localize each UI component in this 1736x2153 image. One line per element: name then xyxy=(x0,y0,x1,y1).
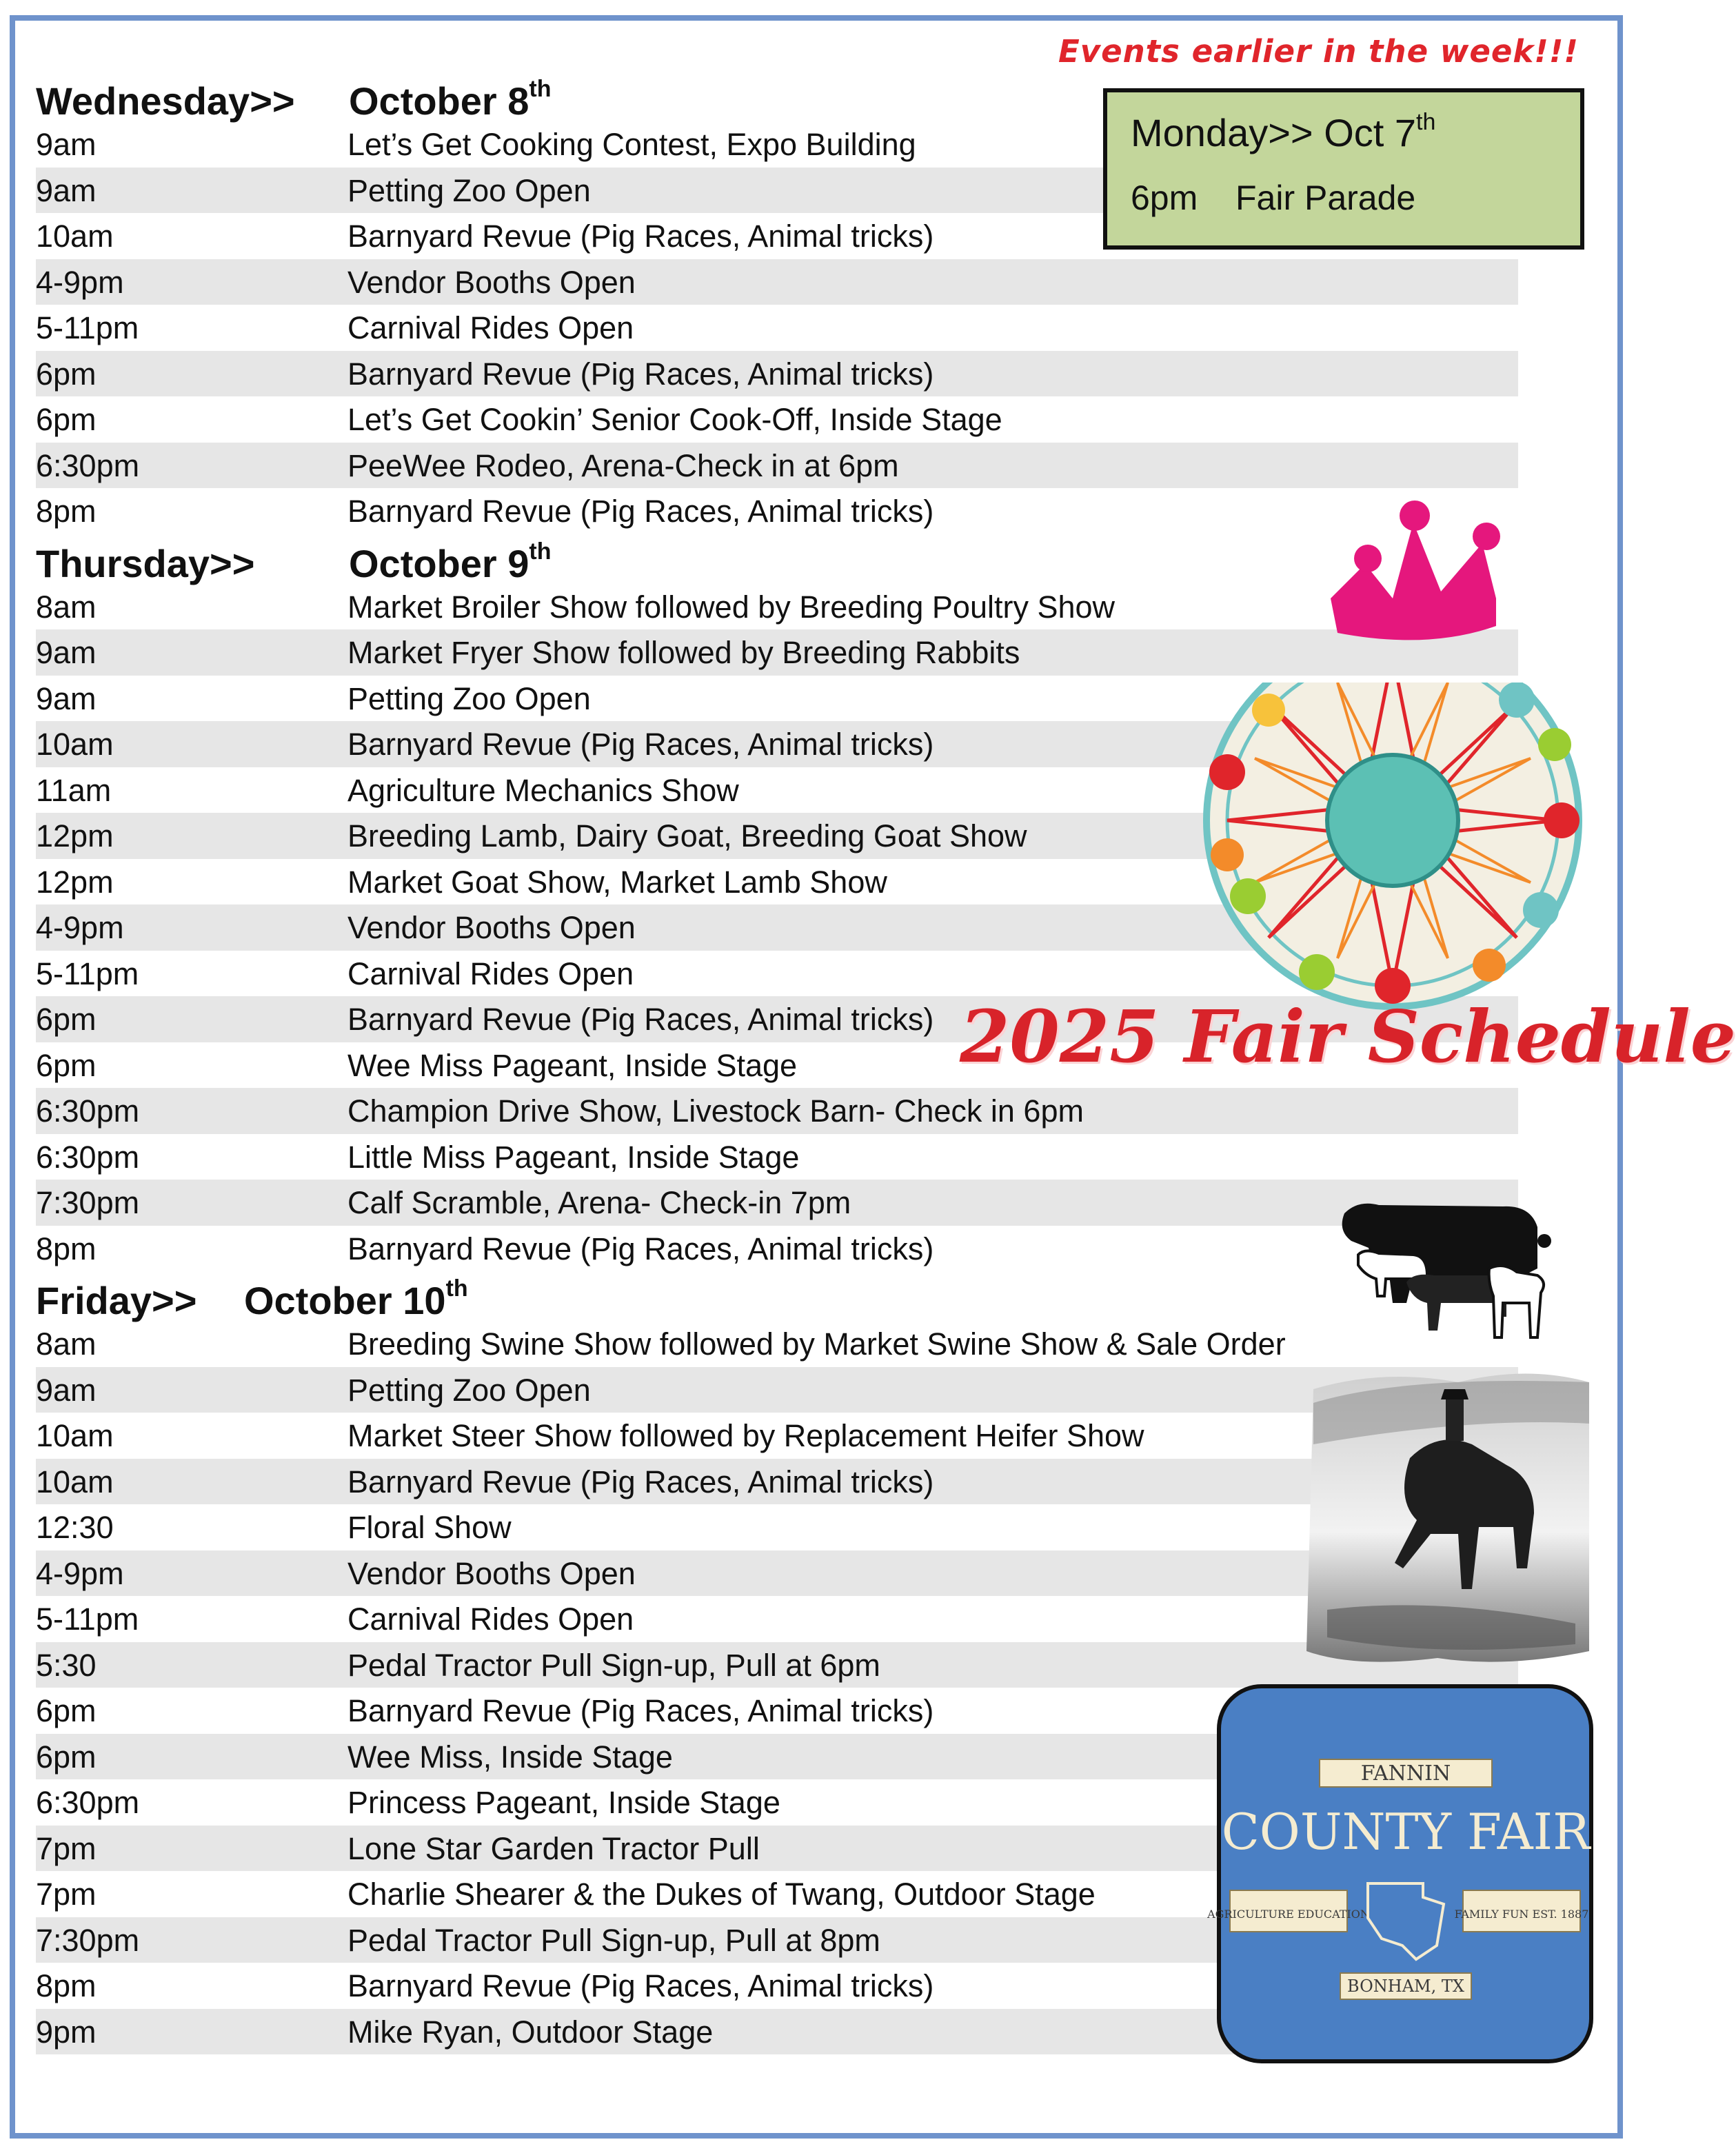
event-name: Mike Ryan, Outdoor Stage xyxy=(347,2014,714,2050)
day-header-fri xyxy=(36,1271,1518,1321)
event-name: PeeWee Rodeo, Arena-Check in at 6pm xyxy=(347,447,899,483)
monday-time: 6pm xyxy=(1131,179,1198,217)
schedule-row xyxy=(36,259,1518,305)
event-name: Breeding Lamb, Dairy Goat, Breeding Goat Show xyxy=(347,818,1027,853)
event-name: Petting Zoo Open xyxy=(347,1372,591,1408)
event-time: 7pm xyxy=(36,1830,97,1866)
logo-fannin-text: FANNIN xyxy=(1360,1761,1451,1786)
day-date xyxy=(349,76,552,123)
monday-heading-text: Monday>> Oct 7 xyxy=(1131,111,1417,154)
event-name: Let’s Get Cooking Contest, Expo Building xyxy=(347,127,916,162)
event-time: 10am xyxy=(36,1418,114,1453)
event-name: Market Broiler Show followed by Breeding Poultry Show xyxy=(347,589,1116,625)
monday-event: Fair Parade xyxy=(1235,179,1416,217)
event-time: 8pm xyxy=(36,1968,97,2003)
event-time: 10am xyxy=(36,1464,114,1499)
event-name: Barnyard Revue (Pig Races, Animal tricks) xyxy=(347,727,934,762)
schedule-row xyxy=(36,305,1518,351)
schedule-row xyxy=(36,1180,1518,1226)
event-name: Floral Show xyxy=(347,1510,512,1545)
event-name: Pedal Tractor Pull Sign-up, Pull at 6pm xyxy=(347,1647,880,1683)
event-time: 4-9pm xyxy=(36,1555,124,1591)
event-time: 5-11pm xyxy=(36,956,139,991)
monday-heading xyxy=(1131,110,1435,155)
event-name: Vendor Booths Open xyxy=(347,264,636,300)
event-time: 7:30pm xyxy=(36,1922,140,1958)
event-time: 6pm xyxy=(36,1002,97,1037)
event-name: Barnyard Revue (Pig Races, Animal tricks) xyxy=(347,1968,934,2003)
event-name: Wee Miss Pageant, Inside Stage xyxy=(347,1047,798,1083)
schedule-row xyxy=(36,1550,1518,1597)
crown-icon xyxy=(1324,495,1544,654)
monday-box xyxy=(1103,88,1584,250)
schedule-row xyxy=(36,1459,1518,1505)
cowboy-horse-photo xyxy=(1300,1362,1596,1668)
event-time: 9am xyxy=(36,127,97,162)
event-name: Lone Star Garden Tractor Pull xyxy=(347,1830,760,1866)
schedule-row xyxy=(36,1088,1518,1134)
schedule-row xyxy=(36,1367,1518,1413)
event-name: Little Miss Pageant, Inside Stage xyxy=(347,1139,800,1175)
event-time: 10am xyxy=(36,727,114,762)
ferris-wheel-icon xyxy=(1200,683,1599,1013)
schedule-row xyxy=(36,1596,1518,1642)
event-name: Barnyard Revue (Pig Races, Animal tricks) xyxy=(347,219,934,254)
event-time: 7pm xyxy=(36,1877,97,1912)
schedule-row xyxy=(36,488,1518,534)
event-name: Vendor Booths Open xyxy=(347,1555,636,1591)
event-time: 5:30 xyxy=(36,1647,97,1683)
schedule-row xyxy=(36,1226,1518,1272)
event-name: Carnival Rides Open xyxy=(347,1601,634,1637)
schedule-row xyxy=(36,1413,1518,1459)
event-name: Market Goat Show, Market Lamb Show xyxy=(347,864,887,900)
day-date xyxy=(244,1275,468,1323)
event-name: Carnival Rides Open xyxy=(347,310,634,345)
event-name: Breeding Swine Show followed by Market Swine Show & Sale Order xyxy=(347,1326,1286,1362)
event-time: 6pm xyxy=(36,1693,97,1728)
event-name: Market Steer Show followed by Replacement Heifer Show xyxy=(347,1418,1144,1453)
logo-right-banner: FAMILY FUN EST. 1887 xyxy=(1454,1908,1589,1921)
logo-location-text: BONHAM, TX xyxy=(1347,1977,1464,1996)
event-time: 8am xyxy=(36,1326,97,1362)
event-time: 6pm xyxy=(36,356,97,392)
day-date-text: October 10 xyxy=(244,1279,446,1322)
day-date xyxy=(349,538,552,586)
day-date-suffix: th xyxy=(529,76,552,102)
event-time: 4-9pm xyxy=(36,910,124,945)
event-time: 4-9pm xyxy=(36,264,124,300)
event-name: Pedal Tractor Pull Sign-up, Pull at 8pm xyxy=(347,1922,880,1958)
event-name: Market Fryer Show followed by Breeding Rabbits xyxy=(347,635,1020,670)
day-date-suffix: th xyxy=(445,1275,468,1302)
event-time: 8pm xyxy=(36,1231,97,1266)
event-time: 9pm xyxy=(36,2014,97,2050)
event-name: Wee Miss, Inside Stage xyxy=(347,1739,673,1775)
day-date-text: October 8 xyxy=(349,79,529,123)
event-name: Barnyard Revue (Pig Races, Animal tricks) xyxy=(347,1464,934,1499)
event-name: Agriculture Mechanics Show xyxy=(347,772,739,808)
fannin-county-fair-logo xyxy=(1207,1684,1594,2064)
event-time: 12:30 xyxy=(36,1510,114,1545)
schedule-row xyxy=(36,629,1518,676)
event-time: 10am xyxy=(36,219,114,254)
event-time: 9am xyxy=(36,1372,97,1408)
event-name: Charlie Shearer & the Dukes of Twang, Outdoor Stage xyxy=(347,1877,1096,1912)
day-date-text: October 9 xyxy=(349,541,529,585)
earlier-events-title: Events earlier in the week!!! xyxy=(1058,33,1579,70)
event-name: Barnyard Revue (Pig Races, Animal tricks) xyxy=(347,1693,934,1728)
day-name: Friday>> xyxy=(36,1279,197,1322)
event-time: 6:30pm xyxy=(36,447,140,483)
event-time: 12pm xyxy=(36,864,114,900)
event-time: 6pm xyxy=(36,402,97,437)
event-name: Let’s Get Cookin’ Senior Cook-Off, Inside Stage xyxy=(347,402,1002,437)
fair-schedule-title: 2025 Fair Schedule xyxy=(960,994,1736,1079)
schedule-row xyxy=(36,1504,1518,1550)
schedule-row xyxy=(36,1321,1518,1367)
livestock-silhouette-icon xyxy=(1331,1200,1558,1351)
event-time: 6pm xyxy=(36,1047,97,1083)
event-name: Vendor Booths Open xyxy=(347,910,636,945)
event-name: Petting Zoo Open xyxy=(347,680,591,716)
event-time: 6:30pm xyxy=(36,1093,140,1129)
event-name: Barnyard Revue (Pig Races, Animal tricks) xyxy=(347,1231,934,1266)
event-name: Petting Zoo Open xyxy=(347,172,591,208)
schedule-row xyxy=(36,584,1518,630)
day-name: Thursday>> xyxy=(36,541,255,585)
event-name: Barnyard Revue (Pig Races, Animal tricks) xyxy=(347,494,934,529)
event-time: 5-11pm xyxy=(36,1601,139,1637)
schedule-row xyxy=(36,1642,1518,1688)
day-name: Wednesday>> xyxy=(36,79,295,123)
logo-left-banner: AGRICULTURE EDUCATION xyxy=(1207,1908,1370,1921)
event-time: 12pm xyxy=(36,818,114,853)
event-time: 11am xyxy=(36,772,112,808)
schedule-row xyxy=(36,443,1518,489)
schedule-row xyxy=(36,1134,1518,1180)
event-time: 5-11pm xyxy=(36,310,139,345)
event-time: 9am xyxy=(36,635,97,670)
monday-suffix: th xyxy=(1416,109,1436,135)
event-time: 7:30pm xyxy=(36,1185,140,1220)
event-name: Barnyard Revue (Pig Races, Animal tricks) xyxy=(347,356,934,392)
day-date-suffix: th xyxy=(529,538,552,565)
event-time: 9am xyxy=(36,172,97,208)
event-name: Princess Pageant, Inside Stage xyxy=(347,1785,780,1820)
logo-county-fair-text: COUNTY FAIR xyxy=(1221,1803,1591,1861)
event-time: 6:30pm xyxy=(36,1139,140,1175)
schedule-row xyxy=(36,396,1518,443)
event-name: Calf Scramble, Arena- Check-in 7pm xyxy=(347,1185,851,1220)
event-time: 6pm xyxy=(36,1739,97,1775)
event-name: Champion Drive Show, Livestock Barn- Check in 6pm xyxy=(347,1093,1084,1129)
event-time: 8am xyxy=(36,589,97,625)
schedule-row xyxy=(36,351,1518,397)
event-name: Barnyard Revue (Pig Races, Animal tricks) xyxy=(347,1002,934,1037)
event-time: 6:30pm xyxy=(36,1785,140,1820)
day-header-thu xyxy=(36,534,1518,584)
event-time: 8pm xyxy=(36,494,97,529)
event-name: Carnival Rides Open xyxy=(347,956,634,991)
event-time: 9am xyxy=(36,680,97,716)
